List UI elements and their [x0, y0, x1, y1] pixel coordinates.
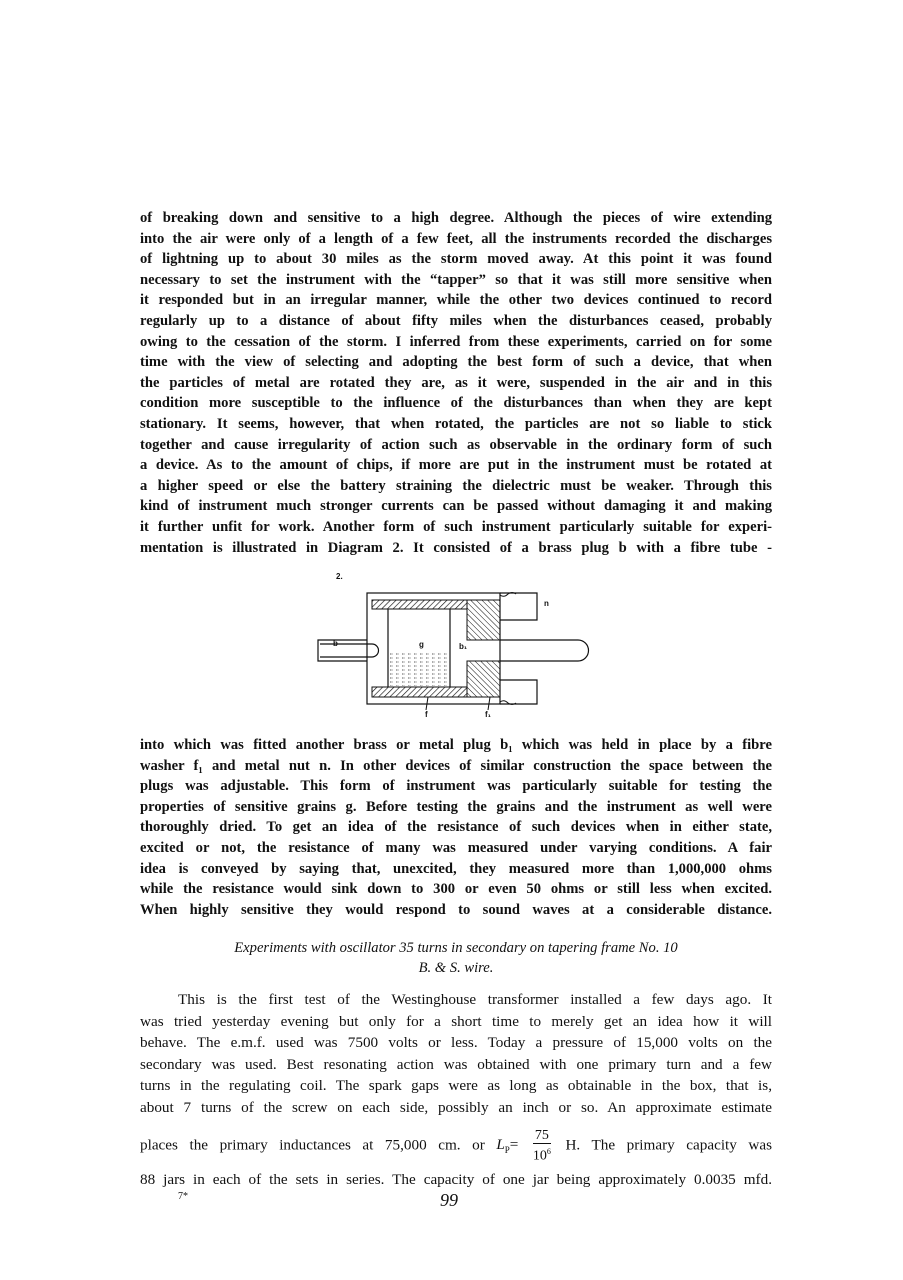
paragraph-3-lines — [140, 989, 772, 1118]
symbol-l: L — [496, 1136, 505, 1154]
formula-symbol — [496, 1136, 519, 1156]
label-b: b — [333, 639, 338, 648]
label-f: f — [425, 710, 428, 719]
text-line: into the air were only of a length of a few feet, all the instruments recorded the discharges — [140, 230, 772, 247]
nut-top — [500, 593, 537, 620]
label-f1: f₁ — [485, 710, 491, 719]
label-n: n — [544, 599, 549, 608]
formula-text-after: H. The primary capacity was — [565, 1136, 773, 1154]
paragraph-2 — [140, 735, 772, 920]
formula-line — [140, 1128, 772, 1164]
washer-f1-top — [467, 600, 500, 640]
text-line: regularly up to a distance of about fifty miles when the disturbances ceased, probably — [140, 312, 772, 329]
heading-line-2: B. & S. wire. — [418, 959, 494, 976]
denominator-exponent: 6 — [546, 1147, 551, 1156]
label-b1: b₁ — [459, 642, 468, 651]
text-line: together and cause irregularity of action such as observable in the ordinary form of such — [140, 436, 772, 453]
sensitive-grains — [389, 653, 449, 686]
text-line: of breaking down and sensitive to a high degree. Although the pieces of wire extending — [140, 210, 772, 226]
section-heading — [140, 939, 772, 978]
text-line: washer f₁ and metal nut n. In other devices of similar construction the space between the — [140, 757, 772, 774]
fibre-lining-bottom — [372, 687, 467, 697]
formula-text-before: places the primary inductances at 75,000 cm. or — [140, 1136, 485, 1154]
fibre-lining-top — [372, 600, 467, 609]
text-line: stationary. It seems, however, that when rotated, the particles are not so liable to stick — [140, 415, 772, 432]
text-line: thoroughly dried. To get an idea of the resistance of such devices when in either state, — [140, 819, 772, 836]
text-line: was tried yesterday evening but only for a short time to merely get an idea how it will — [140, 1012, 772, 1030]
text-line: it further unfit for work. Another form of such instrument particularly suitable for experi- — [140, 518, 772, 535]
plug-b1-rod — [500, 640, 589, 661]
text-line: the particles of metal are rotated they are, as it were, suspended in the air and in this — [140, 374, 772, 391]
plug-b-stub — [318, 640, 367, 661]
nut-bottom — [500, 680, 537, 704]
paragraph-3 — [140, 989, 772, 1190]
text-line: plugs was adjustable. This form of instrument was particularly suitable for testing the — [140, 778, 772, 795]
text-line: a higher speed or else the battery straining the dielectric must be weaker. Through this — [140, 477, 772, 494]
text-line: excited or not, the resistance of many was measured under varying conditions. A fair — [140, 839, 772, 856]
text-line: it responded but in an irregular manner, while the other two devices continued to record — [140, 292, 772, 309]
diagram-2 — [300, 560, 600, 735]
paragraph-1 — [140, 208, 772, 558]
text-line: secondary was used. Best resonating action was obtained with one primary turn and a few — [140, 1055, 772, 1073]
text-line: necessary to set the instrument with the “tapper” so that it was still more sensitive when — [140, 271, 772, 288]
coherer-diagram-drawing — [300, 560, 600, 735]
text-line: kind of instrument much stronger currents can be passed without damaging it and making — [140, 498, 772, 515]
heading-line-1: Experiments with oscillator 35 turns in secondary on tapering frame No. 10 — [234, 940, 678, 956]
equals-sign: = — [509, 1136, 519, 1154]
numerator: 75 — [534, 1128, 549, 1143]
symbol-subscript: P — [504, 1145, 510, 1156]
denominator — [533, 1144, 551, 1164]
denominator-base: 10 — [532, 1148, 547, 1164]
fraction — [533, 1128, 551, 1164]
text-line: This is the first test of the Westinghouse transformer installed a few days ago. It — [178, 991, 772, 1008]
text-line: When highly sensitive they would respond to sound waves at a considerable distance. — [140, 901, 772, 918]
text-line: into which was fitted another brass or metal plug b₁ which was held in place by a fibre — [140, 737, 772, 753]
text-line: a device. As to the amount of chips, if more are put in the instrument must be rotated at — [140, 457, 772, 474]
signature-mark: 7* — [178, 1191, 188, 1202]
plug-b-bore — [320, 644, 379, 657]
text-line: idea is conveyed by saying that, unexcited, they measured more than 1,000,000 ohms — [140, 860, 772, 877]
text-line: condition more susceptible to the influence of the disturbances than when they are kept — [140, 395, 772, 412]
diagram-number: 2. — [336, 572, 343, 581]
text-line: of lightning up to about 30 miles as the storm moved away. At this point it was found — [140, 251, 772, 268]
text-line: mentation is illustrated in Diagram 2. It consisted of a brass plug b with a fibre tube - — [140, 539, 772, 556]
text-line: while the resistance would sink down to 300 or even 50 ohms or still less when excited. — [140, 881, 772, 898]
text-line: about 7 turns of the screw on each side, possibly an inch or so. An approximate estimate — [140, 1098, 772, 1116]
text-line: turns in the regulating coil. The spark gaps were as long as obtainable in the box, that is, — [140, 1077, 772, 1094]
text-line: properties of sensitive grains g. Before testing the grains and the instrument as well were — [140, 798, 772, 815]
label-g: g — [419, 640, 424, 649]
last-line: 88 jars in each of the sets in series. The capacity of one jar being approximately 0.0035 mfd. — [140, 1170, 772, 1188]
page-number: 99 — [440, 1190, 458, 1210]
text-line: behave. The e.m.f. used was 7500 volts or less. Today a pressure of 15,000 volts on the — [140, 1034, 772, 1051]
washer-f1-bottom — [467, 661, 500, 697]
text-line: owing to the cessation of the storm. I inferred from these experiments, carried on for some — [140, 333, 772, 350]
text-line: time with the view of selecting and adopting the best form of such a device, that when — [140, 354, 772, 371]
